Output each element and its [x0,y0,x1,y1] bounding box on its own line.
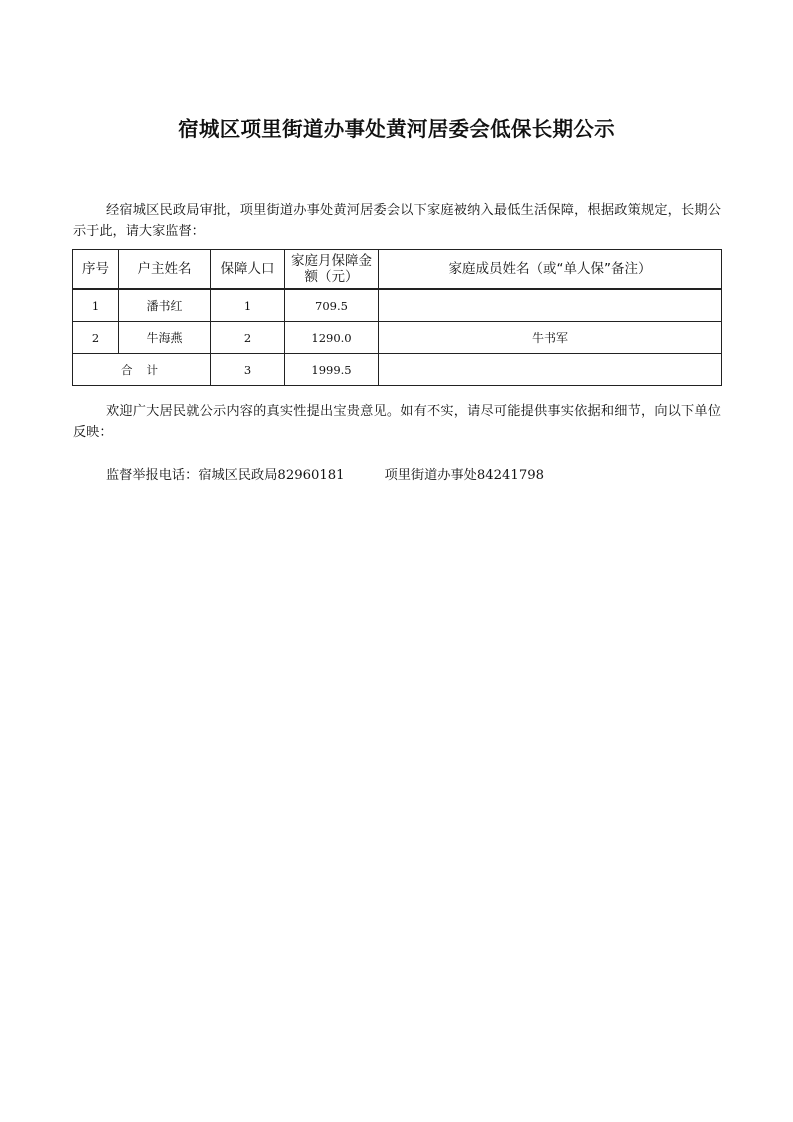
cell-members [379,289,722,322]
header-householder: 户主姓名 [119,250,211,290]
table-row [73,322,722,354]
welfare-table [72,249,722,386]
cell-householder: 牛海燕 [119,322,211,354]
cell-amount: 1290.0 [285,322,379,354]
contact-line [106,464,544,483]
cell-householder: 潘书红 [119,289,211,322]
total-label: 合计 [73,354,211,386]
intro-paragraph: 经宿城区民政局审批，项里街道办事处黄河居委会以下家庭被纳入最低生活保障，根据政策规定，长期公示于此，请大家监督： [73,203,721,239]
feedback-paragraph: 欢迎广大居民就公示内容的真实性提出宝贵意见。如有不实，请尽可能提供事实依据和细节，向以下单位反映： [73,404,721,440]
header-amount: 家庭月保障金额（元） [285,250,379,290]
table-header-row [73,250,722,290]
total-persons: 3 [211,354,285,386]
contact-bureau: 宿城区民政局82960181 [198,468,345,483]
cell-amount: 709.5 [285,289,379,322]
total-amount: 1999.5 [285,354,379,386]
table-row [73,289,722,322]
contact-label: 监督举报电话： [106,468,199,483]
cell-members: 牛书军 [379,322,722,354]
cell-index: 1 [73,289,119,322]
header-persons: 保障人口 [211,250,285,290]
header-index: 序号 [73,250,119,290]
cell-persons: 1 [211,289,285,322]
page-title: 宿城区项里街道办事处黄河居委会低保长期公示 [178,117,615,141]
total-members [379,354,722,386]
cell-index: 2 [73,322,119,354]
contact-office: 项里街道办事处84241798 [384,468,544,483]
table-total-row [73,354,722,386]
cell-persons: 2 [211,322,285,354]
header-members: 家庭成员姓名（或“单人保”备注） [379,250,722,290]
